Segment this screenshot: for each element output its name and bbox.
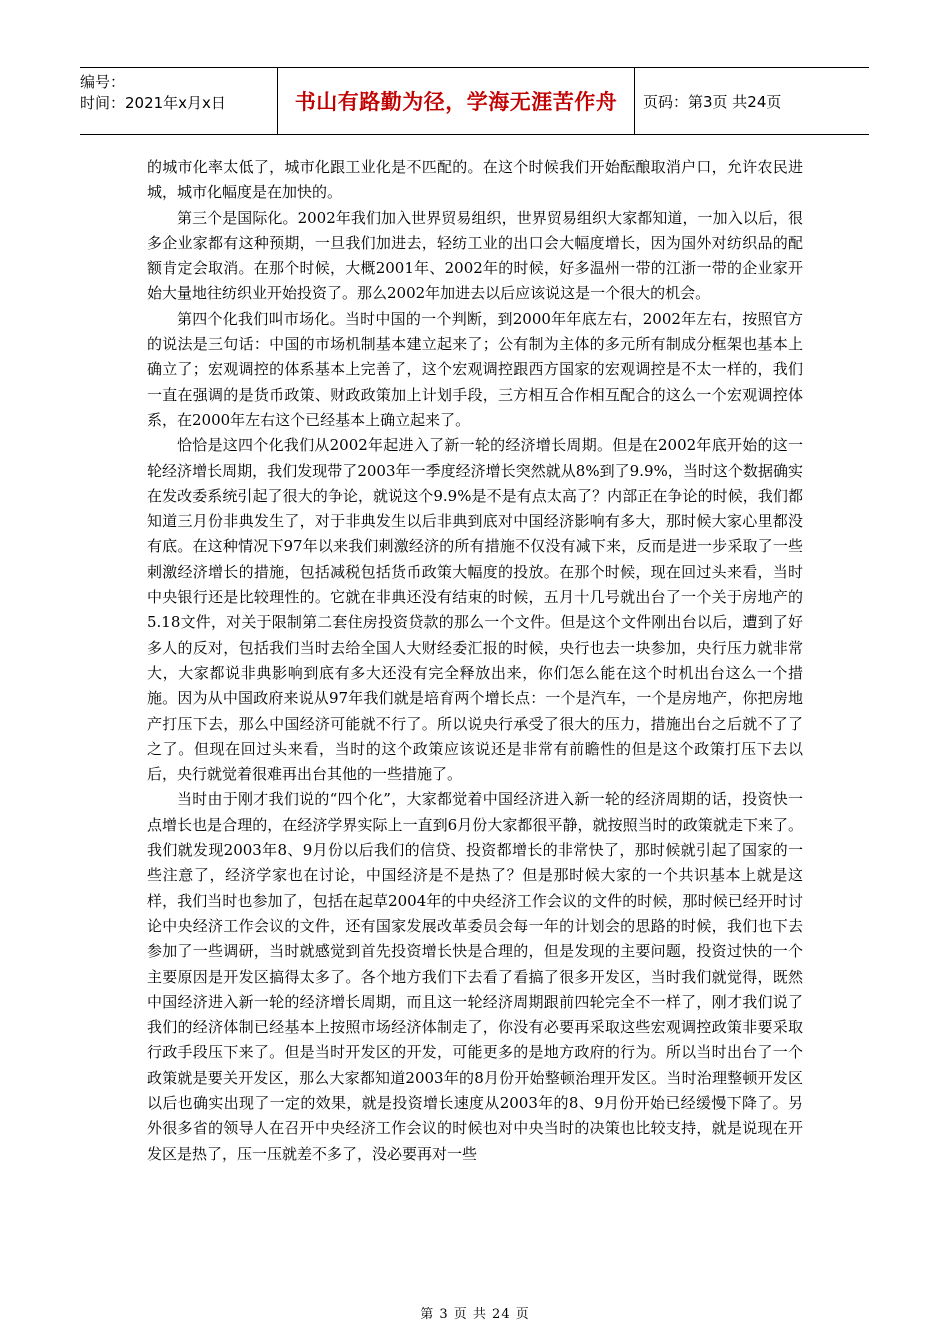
paragraph-growth-cycle: 恰恰是这四个化我们从2002年起进入了新一轮的经济增长周期。但是在2002年底开始的这一轮经济增长周期，我们发现带了2003年一季度经济增长突然就从8%到了9.9%，当时这个数据确实在发改委系统引起了很大的争论，就说这个9.9%是不是有点太高了？内部正在争论的时候，我们都知道三月份非典发生了，对于非典发生以后非典到底对中国经济影响有多大，那时候大家心里都没有底。在这种情况下97年以来我们刺激经济的所有措施不仅没有减下来，反而是进一步采取了一些刺激经济增长的措施，包括减税包括货币政策大幅度的投放。在那个时候，现在回过头来看，当时中央银行还是比较理性的。它就在非典还没有结束的时候，五月十几号就出台了一个关于房地产的5.18文件，对关于限制第二套住房投资贷款的那么一个文件。但是这个文件刚出台以后，遭到了好多人的反对，包括我们当时去给全国人大财经委汇报的时候，央行也去一块参加，央行压力就非常大，大家都说非典影响到底有多大还没有完全释放出来，你们怎么能在这个时机出台这么一个措施。因为从中国政府来说从97年我们就是培育两个增长点：一个是汽车，一个是房地产，你把房地产打压下去，那么中国经济可能就不行了。所以说央行承受了很大的压力，措施出台之后就不了了之了。但现在回过头来看，当时的这个政策应该说还是非常有前瞻性的但是这个政策打压下去以后，央行就觉着很难再出台其他的一些措施了。 bbox=[147, 436, 803, 784]
paragraph-development-zones: 当时由于刚才我们说的“四个化”，大家都觉着中国经济进入新一轮的经济周期的话，投资快一点增长也是合理的，在经济学界实际上一直到6月份大家都很平静，就按照当时的政策就走下来了。我们就发现2003年8、9月份以后我们的信贷、投资都增长的非常快了，那时候就引起了国家的一些注意了，经济学家也在讨论，中国经济是不是热了？但是那时候大家的一个共识基本上就是这样，我们当时也参加了，包括在起草2004年的中央经济工作会议的文件的时候，那时候已经开时讨论中央经济工作会议的文件，还有国家发展改革委员会每一年的计划会的思路的时候，我们也下去参加了一些调研，当时就感觉到首先投资增长快是合理的，但是发现的主要问题，投资过快的一个主要原因是开发区搞得太多了。各个地方我们下去看了看搞了很多开发区，当时我们就觉得，既然中国经济进入新一轮的经济增长周期，而且这一轮经济周期跟前四轮完全不一样了，刚才我们说了我们的经济体制已经基本上按照市场经济体制走了，你没有必要再采取这些宏观调控政策非要采取行政手段压下来了。但是当时开发区的开发，可能更多的是地方政府的行为。所以当时出台了一个政策就是要关开发区，那么大家都知道2003年的8月份开始整顿治理开发区。当时治理整顿开发区以后也确实出现了一定的效果，就是投资增长速度从2003年的8、9月份开始已经缓慢下降了。另外很多省的领导人在召开中央经济工作会议的时候也对中央当时的决策也比较支持，就是说现在开发区是热了，压一压就差不多了，没必要再对一些 bbox=[147, 790, 803, 1163]
page-footer: 第 3 页 共 24 页 bbox=[420, 1307, 530, 1322]
header-meta bbox=[80, 68, 278, 134]
paragraph-continuation: 的城市化率太低了，城市化跟工业化是不匹配的。在这个时候我们开始酝酿取消户口，允许农民进城，城市化幅度是在加快的。 bbox=[147, 158, 803, 202]
header-page-number: 页码：第3页 共24页 bbox=[643, 92, 782, 111]
document-date-label: 时间：2021年x月x日 bbox=[80, 94, 226, 112]
paragraph-marketization: 第四个化我们叫市场化。当时中国的一个判断，到2000年年底左右，2002年左右，按照官方的说法是三句话：中国的市场机制基本建立起来了；公有制为主体的多元所有制成分框架也基本上确立了；宏观调控的体系基本上完善了，这个宏观调控跟西方国家的宏观调控是不太一样的，我们一直在强调的是货币政策、财政政策加上计划手段，三方相互合作相互配合的这么一个宏观调控体系，在2000年左右这个已经基本上确立起来了。 bbox=[147, 309, 803, 429]
paragraph-internationalization: 第三个是国际化。2002年我们加入世界贸易组织，世界贸易组织大家都知道，一加入以后，很多企业家都有这种预期，一旦我们加进去，轻纺工业的出口会大幅度增长，因为国外对纺织品的配额肯定会取消。在那个时候，大概2001年、2002年的时候，好多温州一带的江浙一带的企业家开始大量地往纺织业开始投资了。那么2002年加进去以后应该说这是一个很大的机会。 bbox=[147, 208, 803, 303]
header-motto: 书山有路勤为径，学海无涯苦作舟 bbox=[278, 68, 635, 134]
document-body bbox=[147, 155, 803, 1167]
page-header bbox=[80, 67, 869, 135]
document-number-label: 编号： bbox=[80, 73, 126, 91]
